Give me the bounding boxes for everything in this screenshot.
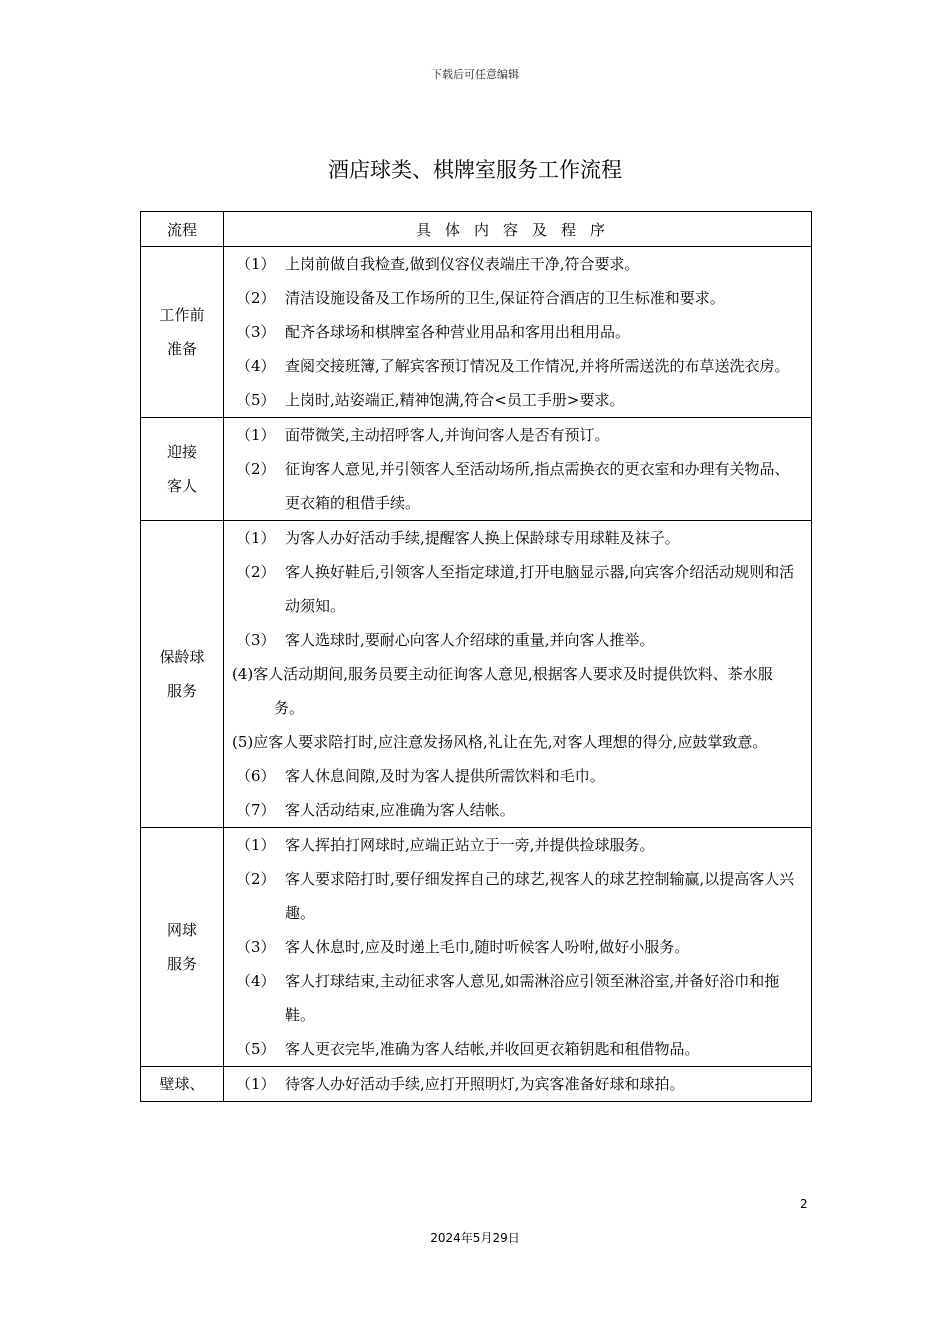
list-item xyxy=(224,555,811,623)
item-number: (5) xyxy=(232,733,254,751)
column-header-process: 流程 xyxy=(141,212,224,247)
item-number: （2） xyxy=(236,563,276,581)
item-number: （2） xyxy=(236,289,276,307)
item-number: （7） xyxy=(236,801,276,819)
list-item xyxy=(224,349,811,383)
table-row xyxy=(141,1067,812,1102)
footer-date: 2024年5月29日 xyxy=(430,1231,520,1245)
item-number: （4） xyxy=(236,972,276,990)
stage-label-line: 服务 xyxy=(166,682,197,700)
table-row xyxy=(141,828,812,1067)
item-number: （4） xyxy=(236,357,276,375)
item-text: 上岗前做自我检查,做到仪容仪表端庄干净,符合要求。 xyxy=(285,255,640,273)
list-item xyxy=(224,828,811,862)
item-text: 客人挥拍打网球时,应端正站立于一旁,并提供捡球服务。 xyxy=(285,836,655,854)
table-body xyxy=(141,247,812,1102)
item-text: 客人选球时,要耐心向客人介绍球的重量,并向客人推举。 xyxy=(285,631,655,649)
content-cell xyxy=(224,521,812,828)
header-note: 下载后可任意编辑 xyxy=(431,68,519,81)
list-item xyxy=(224,521,811,555)
stage-label-line: 迎接 xyxy=(166,443,197,461)
table-header-row xyxy=(141,212,812,247)
item-text: 客人休息间隙,及时为客人提供所需饮料和毛巾。 xyxy=(285,767,605,785)
stage-label-line: 网球 xyxy=(166,921,197,939)
list-item xyxy=(224,930,811,964)
column-header-content: 具体内容及程序 xyxy=(224,212,812,247)
item-text: 客人休息时,应及时递上毛巾,随时听候客人吩咐,做好小服务。 xyxy=(285,938,690,956)
stage-label-line: 客人 xyxy=(166,477,197,495)
process-table xyxy=(140,211,812,1102)
item-text: 客人活动期间,服务员要主动征询客人意见,根据客人要求及时提供饮料、茶水服务。 xyxy=(253,665,773,717)
item-text: 为客人办好活动手续,提醒客人换上保龄球专用球鞋及袜子。 xyxy=(285,529,680,547)
item-text: 客人换好鞋后,引领客人至指定球道,打开电脑显示器,向宾客介绍活动规则和活动须知。 xyxy=(285,563,795,615)
item-number: （3） xyxy=(236,631,276,649)
list-item xyxy=(224,247,811,281)
item-number: （6） xyxy=(236,767,276,785)
item-number: （1） xyxy=(236,1075,276,1093)
table-row xyxy=(141,418,812,521)
item-number: （3） xyxy=(236,323,276,341)
stage-label-line: 保龄球 xyxy=(159,648,205,666)
list-item xyxy=(224,862,811,930)
item-text: 上岗时,站姿端正,精神饱满,符合<员工手册>要求。 xyxy=(285,391,625,409)
list-item xyxy=(224,1067,811,1101)
item-number: （1） xyxy=(236,529,276,547)
stage-label-line: 服务 xyxy=(166,955,197,973)
list-item xyxy=(224,1032,811,1066)
item-number: （2） xyxy=(236,870,276,888)
stage-label-line: 壁球、 xyxy=(159,1075,205,1093)
page-number: 2 xyxy=(800,1197,808,1211)
item-number: （1） xyxy=(236,255,276,273)
item-text: 客人打球结束,主动征求客人意见,如需淋浴应引领至淋浴室,并备好浴巾和拖鞋。 xyxy=(285,972,780,1024)
item-text: 客人活动结束,应准确为客人结帐。 xyxy=(285,801,515,819)
list-item xyxy=(224,964,811,1032)
item-text: 征询客人意见,并引领客人至活动场所,指点需换衣的更衣室和办理有关物品、更衣箱的租借手续。 xyxy=(285,460,790,512)
stage-cell xyxy=(141,247,224,418)
document-title: 酒店球类、棋牌室服务工作流程 xyxy=(328,158,622,182)
stage-cell xyxy=(141,418,224,521)
stage-cell xyxy=(141,828,224,1067)
item-text: 配齐各球场和棋牌室各种营业用品和客用出租用品。 xyxy=(285,323,631,341)
list-item xyxy=(224,383,811,417)
list-item xyxy=(224,418,811,452)
item-number: （3） xyxy=(236,938,276,956)
list-item xyxy=(224,725,811,759)
list-item xyxy=(224,452,811,520)
item-text: 应客人要求陪打时,应注意发扬风格,礼让在先,对客人理想的得分,应鼓掌致意。 xyxy=(253,733,768,751)
item-text: 清洁设施设备及工作场所的卫生,保证符合酒店的卫生标准和要求。 xyxy=(285,289,725,307)
list-item xyxy=(224,793,811,827)
item-text: 面带微笑,主动招呼客人,并询问客人是否有预订。 xyxy=(285,426,610,444)
stage-label-line: 准备 xyxy=(166,340,197,358)
content-cell xyxy=(224,247,812,418)
stage-label-line: 工作前 xyxy=(159,306,205,324)
item-number: （2） xyxy=(236,460,276,478)
table-row xyxy=(141,247,812,418)
item-number: （5） xyxy=(236,1040,276,1058)
item-text: 客人更衣完毕,准确为客人结帐,并收回更衣箱钥匙和租借物品。 xyxy=(285,1040,700,1058)
item-number: (4) xyxy=(232,665,254,683)
list-item xyxy=(224,623,811,657)
item-text: 客人要求陪打时,要仔细发挥自己的球艺,视客人的球艺控制输赢,以提高客人兴趣。 xyxy=(285,870,795,922)
table-row xyxy=(141,521,812,828)
list-item xyxy=(224,315,811,349)
list-item xyxy=(224,281,811,315)
stage-cell xyxy=(141,521,224,828)
item-number: （5） xyxy=(236,391,276,409)
content-cell xyxy=(224,418,812,521)
item-number: （1） xyxy=(236,426,276,444)
item-number: （1） xyxy=(236,836,276,854)
content-cell xyxy=(224,1067,812,1102)
item-text: 查阅交接班簿,了解宾客预订情况及工作情况,并将所需送洗的布草送洗衣房。 xyxy=(285,357,790,375)
list-item xyxy=(224,759,811,793)
content-cell xyxy=(224,828,812,1067)
list-item xyxy=(224,657,811,725)
item-text: 待客人办好活动手续,应打开照明灯,为宾客准备好球和球拍。 xyxy=(285,1075,685,1093)
stage-cell xyxy=(141,1067,224,1102)
